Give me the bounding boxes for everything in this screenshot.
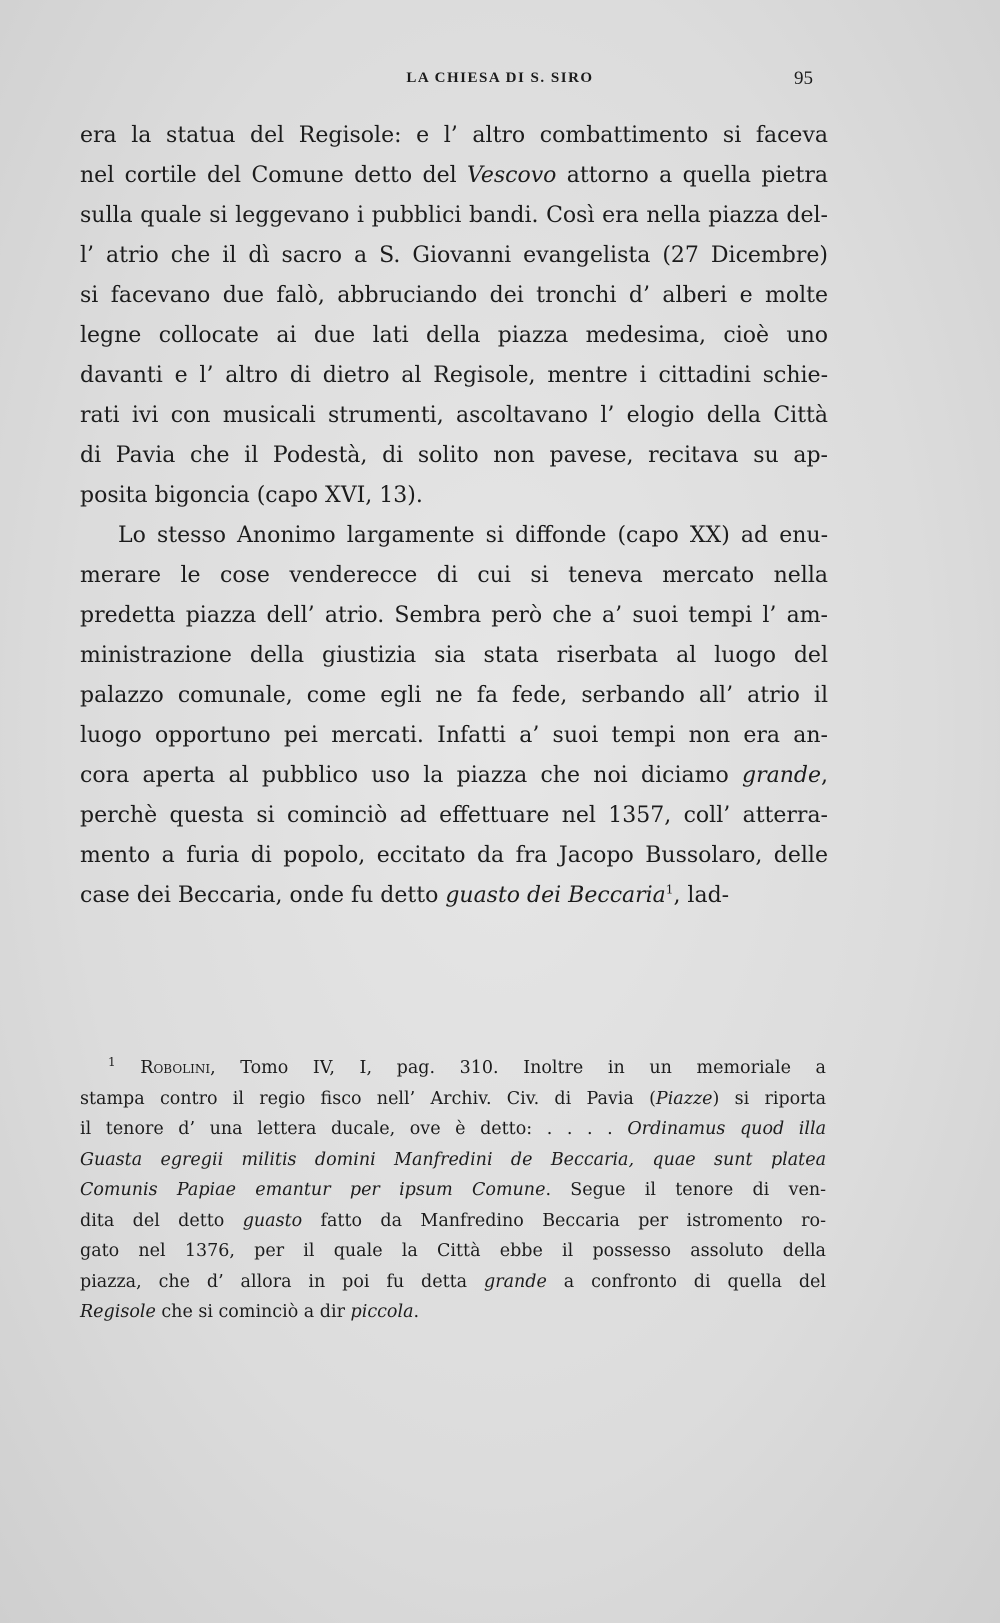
running-title: LA CHIESA DI S. SIRO bbox=[406, 70, 594, 86]
text-segment: davanti e l’ altro di dietro al Regisole, mentre i cittadini schie- bbox=[80, 363, 828, 388]
body-line bbox=[80, 196, 828, 236]
body-line bbox=[80, 556, 828, 596]
text-segment: attorno a quella pietra bbox=[556, 163, 828, 188]
italic-text: grande bbox=[484, 1271, 547, 1292]
body-line bbox=[80, 316, 828, 356]
footnote-line bbox=[80, 1297, 826, 1328]
footnote-line bbox=[80, 1084, 826, 1115]
text-segment: sulla quale si leggevano i pubblici bandi. Così era nella piazza del- bbox=[80, 203, 828, 228]
italic-text: Comunis Papiae emantur per ipsum Comune bbox=[80, 1180, 546, 1200]
italic-text: Ordinamus quod illa bbox=[627, 1119, 826, 1139]
body-line bbox=[80, 876, 828, 916]
text-segment: predetta piazza dell’ atrio. Sembra però che a’ suoi tempi l’ am- bbox=[80, 603, 828, 628]
text-segment: stampa contro il regio fisco nell’ Archiv. Civ. di Pavia ( bbox=[80, 1088, 656, 1109]
text-segment: l’ atrio che il dì sacro a S. Giovanni evangelista (27 Dicembre) bbox=[80, 243, 828, 268]
body-line bbox=[80, 476, 828, 516]
text-segment: che si cominciò a dir bbox=[155, 1302, 351, 1322]
footnotes bbox=[80, 1053, 826, 1328]
text-segment: di Pavia che il Podestà, di solito non pavese, recitava su ap- bbox=[80, 443, 828, 468]
text-segment: . bbox=[413, 1302, 420, 1322]
text-segment: a confronto di quella del bbox=[546, 1271, 826, 1292]
text-segment: Lo stesso Anonimo largamente si diffonde (capo XX) ad enu- bbox=[118, 523, 828, 548]
text-segment: palazzo comunale, come egli ne fa fede, serbando all’ atrio il bbox=[80, 683, 828, 708]
text-segment: , bbox=[821, 763, 828, 788]
text-segment: era la statua del Regisole: e l’ altro combattimento si faceva bbox=[80, 123, 828, 148]
text-segment: gato nel 1376, per il quale la Città ebbe il possesso assoluto della bbox=[80, 1241, 826, 1261]
text-segment: , Tomo IV, I, pag. 310. Inoltre in un memoriale a bbox=[210, 1058, 826, 1078]
body-line bbox=[80, 156, 828, 196]
body-line bbox=[80, 796, 828, 836]
footnote-line bbox=[80, 1236, 826, 1267]
text-segment: perchè questa si cominciò ad effettuare nel 1357, coll’ atterra- bbox=[80, 803, 828, 828]
italic-text: guasto bbox=[242, 1210, 303, 1231]
italic-text: Vescovo bbox=[466, 163, 557, 188]
text-segment: legne collocate ai due lati della piazza medesima, cioè uno bbox=[80, 323, 828, 348]
footnote-line bbox=[80, 1114, 826, 1145]
footnote-line bbox=[80, 1145, 826, 1176]
text-segment: dita del detto bbox=[80, 1210, 243, 1231]
footnote-line bbox=[80, 1267, 826, 1298]
body-line bbox=[80, 596, 828, 636]
text-segment: , lad- bbox=[673, 883, 730, 908]
text-segment: piazza, che d’ allora in poi fu detta bbox=[80, 1271, 484, 1292]
text-segment: rati ivi con musicali strumenti, ascoltavano l’ elogio della Città bbox=[80, 403, 828, 428]
body-line bbox=[80, 516, 828, 556]
text-segment: il tenore d’ una lettera ducale, ove è detto: . . . . bbox=[80, 1119, 628, 1139]
text-segment: ministrazione della giustizia sia stata riserbata al luogo del bbox=[80, 643, 828, 668]
footnote-marker: 1 bbox=[108, 1055, 116, 1070]
body-line bbox=[80, 276, 828, 316]
body-line bbox=[80, 356, 828, 396]
text-segment: posita bigoncia (capo XVI, 13). bbox=[80, 483, 423, 508]
text-segment: merare le cose venderecce di cui si teneva mercato nella bbox=[80, 563, 828, 588]
text-segment: nel cortile del Comune detto del bbox=[80, 163, 467, 188]
italic-text: grande bbox=[742, 763, 821, 788]
body-line bbox=[80, 236, 828, 276]
body-line bbox=[80, 396, 828, 436]
italic-text: Guasta egregii militis domini Manfredini de Beccaria, quae sunt platea bbox=[80, 1149, 826, 1170]
footnote-line bbox=[80, 1053, 826, 1084]
body-text bbox=[80, 116, 828, 916]
text-segment: si facevano due falò, abbruciando dei tronchi d’ alberi e molte bbox=[80, 283, 828, 308]
text-segment: ) si riporta bbox=[712, 1088, 827, 1109]
page-number: 95 bbox=[794, 68, 813, 89]
italic-text: Piazze bbox=[655, 1088, 713, 1109]
text-segment: Robolini bbox=[140, 1058, 211, 1078]
body-line bbox=[80, 116, 828, 156]
text-segment: . Segue il tenore di ven- bbox=[545, 1180, 827, 1200]
text-segment bbox=[116, 1058, 141, 1078]
italic-text: guasto dei Beccaria bbox=[445, 883, 666, 908]
italic-text: piccola bbox=[350, 1302, 414, 1322]
footnote-line bbox=[80, 1206, 826, 1237]
italic-text: Regisole bbox=[80, 1302, 156, 1322]
text-segment: cora aperta al pubblico uso la piazza che noi diciamo bbox=[80, 763, 742, 788]
text-segment: luogo opportuno pei mercati. Infatti a’ suoi tempi non era an- bbox=[80, 723, 828, 748]
footnote-line bbox=[80, 1175, 826, 1206]
body-line bbox=[80, 756, 828, 796]
text-segment: fatto da Manfredino Beccaria per istromento ro- bbox=[302, 1210, 826, 1231]
body-line bbox=[80, 436, 828, 476]
text-segment: case dei Beccaria, onde fu detto bbox=[80, 883, 446, 908]
footnote-marker: 1 bbox=[665, 882, 674, 897]
body-line bbox=[80, 636, 828, 676]
body-line bbox=[80, 716, 828, 756]
text-segment: mento a furia di popolo, eccitato da fra Jacopo Bussolaro, delle bbox=[80, 843, 828, 868]
body-line bbox=[80, 676, 828, 716]
body-line bbox=[80, 836, 828, 876]
